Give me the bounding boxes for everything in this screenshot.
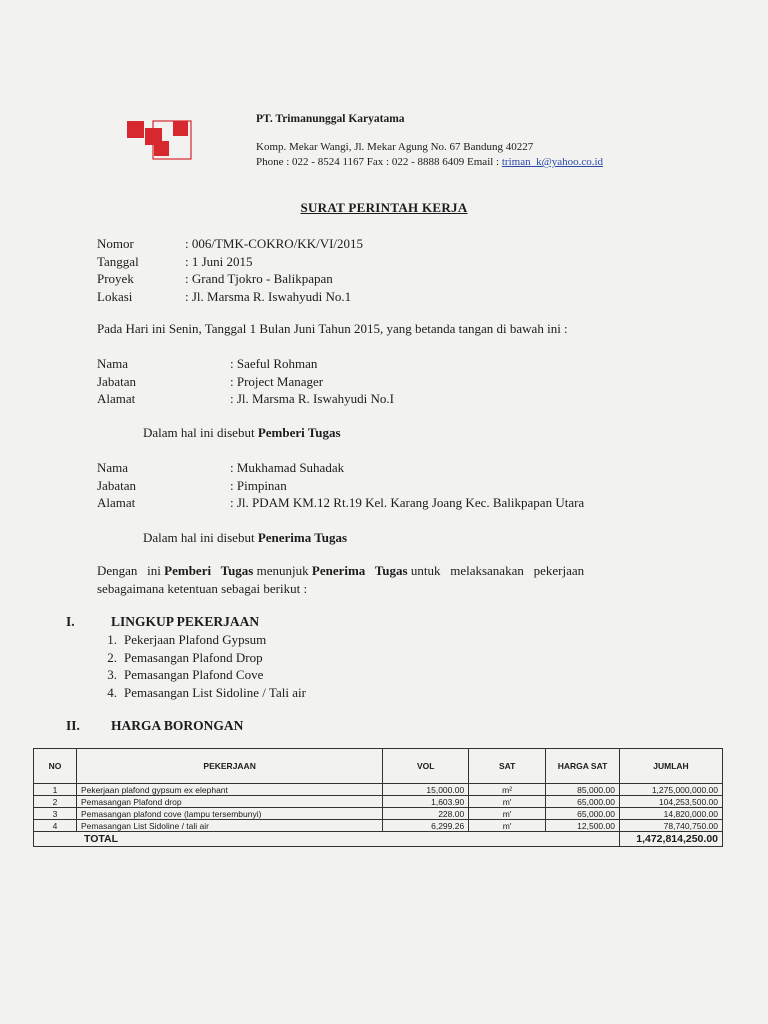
column-header: VOL	[383, 749, 469, 784]
cell-sat: m'	[469, 820, 546, 832]
cell-harga-sat: 85,000.00	[546, 784, 620, 796]
cell-harga-sat: 65,000.00	[546, 808, 620, 820]
assignment-text: untuk melaksanakan pekerjaan	[407, 563, 585, 578]
company-name: PT. Trimanunggal Karyatama	[256, 113, 405, 125]
total-value: 1,472,814,250.00	[619, 832, 722, 847]
company-contact	[256, 155, 603, 170]
cell-jumlah: 1,275,000,000.00	[619, 784, 722, 796]
assignment-bold: Penerima Tugas	[311, 563, 408, 578]
assignment-line1	[97, 562, 697, 580]
assignment-text: menunjuk	[253, 563, 312, 578]
cell-no: 1	[34, 784, 77, 796]
list-item	[97, 631, 306, 649]
cell-harga-sat: 12,500.00	[546, 820, 620, 832]
party1-value: : Project Manager	[230, 373, 324, 389]
company-address-block	[256, 140, 603, 170]
party2-value: : Jl. PDAM KM.12 Rt.19 Kel. Karang Joang Kec. Balikpapan Utara	[230, 495, 585, 510]
cell-harga-sat: 65,000.00	[546, 796, 620, 808]
meta-value: : Jl. Marsma R. Iswahyudi No.1	[185, 288, 352, 304]
party2-row	[97, 494, 697, 512]
section1-title: LINGKUP PEKERJAAN	[111, 614, 260, 629]
scope-list	[97, 631, 306, 701]
cell-vol: 1,603.90	[383, 796, 469, 808]
party1-row	[97, 390, 597, 408]
cell-pekerjaan: Pekerjaan plafond gypsum ex elephant	[76, 784, 382, 796]
party2-row	[97, 477, 697, 495]
email-link[interactable]: triman_k@yahoo.co.id	[501, 156, 604, 168]
party2-caption	[143, 529, 347, 547]
list-item	[97, 666, 306, 684]
party2-row	[97, 459, 697, 477]
cell-sat: m'	[469, 808, 546, 820]
party2-value: : Pimpinan	[230, 477, 287, 493]
party1-value: : Jl. Marsma R. Iswahyudi No.I	[230, 391, 394, 406]
cell-sat: m'	[469, 796, 546, 808]
list-number: 2.	[107, 649, 117, 665]
table-header-row	[34, 749, 723, 784]
party1-value: : Saeful Rohman	[230, 356, 318, 371]
column-header: NO	[34, 749, 77, 784]
cell-vol: 15,000.00	[383, 784, 469, 796]
cell-sat: m²	[469, 784, 546, 796]
caption-text: Dalam hal ini disebut	[143, 530, 258, 545]
company-logo	[127, 113, 193, 163]
cell-no: 3	[34, 808, 77, 820]
party2-value: : Mukhamad Suhadak	[230, 460, 345, 475]
table-row	[34, 808, 723, 820]
meta-value: : Grand Tjokro - Balikpapan	[185, 271, 333, 286]
party1-key: Alamat	[97, 391, 136, 406]
section2-number: II.	[66, 718, 80, 733]
party1-row	[97, 373, 597, 391]
party2-block	[97, 459, 697, 512]
column-header: JUMLAH	[619, 749, 722, 784]
price-table	[33, 748, 723, 847]
section2-title: HARGA BORONGAN	[111, 718, 244, 733]
column-header: HARGA SAT	[546, 749, 620, 784]
list-text: Pemasangan Plafond Cove	[124, 667, 264, 682]
cell-jumlah: 104,253,500.00	[619, 796, 722, 808]
cell-pekerjaan: Pemasangan plafond cove (lampu tersembunyi)	[76, 808, 382, 820]
cell-vol: 228.00	[383, 808, 469, 820]
assignment-line2: sebagaimana ketentuan sebagai berikut :	[97, 581, 308, 596]
section1-number: I.	[66, 614, 75, 629]
cell-no: 4	[34, 820, 77, 832]
caption-role: Penerima Tugas	[257, 530, 348, 545]
contact-text: Phone : 022 - 8524 1167 Fax : 022 - 8888 6409 Email :	[256, 156, 502, 168]
list-item	[97, 649, 306, 667]
cell-pekerjaan: Pemasangan List Sidoline / tali air	[76, 820, 382, 832]
table-row	[34, 796, 723, 808]
list-text: Pemasangan Plafond Drop	[124, 649, 263, 665]
caption-role: Pemberi Tugas	[257, 425, 341, 440]
list-number: 1.	[107, 632, 117, 647]
cell-pekerjaan: Pemasangan Plafond drop	[76, 796, 382, 808]
column-header: PEKERJAAN	[76, 749, 382, 784]
meta-key: Nomor	[97, 236, 134, 251]
assignment-paragraph	[97, 562, 697, 598]
party2-key: Nama	[97, 460, 129, 475]
meta-row	[97, 235, 497, 253]
party1-row	[97, 355, 597, 373]
caption-text: Dalam hal ini disebut	[143, 425, 258, 440]
meta-block	[97, 235, 497, 305]
meta-value: : 006/TMK-COKRO/KK/VI/2015	[185, 236, 364, 251]
party2-key: Alamat	[97, 495, 136, 510]
table-row	[34, 820, 723, 832]
total-row	[34, 832, 723, 847]
list-number: 3.	[107, 667, 117, 682]
cell-no: 2	[34, 796, 77, 808]
cell-jumlah: 14,820,000.00	[619, 808, 722, 820]
list-number: 4.	[107, 684, 117, 700]
list-item	[97, 684, 306, 702]
party1-key: Nama	[97, 356, 129, 371]
meta-key: Tanggal	[97, 253, 139, 269]
company-address: Komp. Mekar Wangi, Jl. Mekar Agung No. 67 Bandung 40227	[256, 141, 534, 153]
list-text: Pemasangan List Sidoline / Tali air	[124, 684, 306, 700]
meta-key: Proyek	[97, 271, 134, 286]
meta-row	[97, 288, 497, 306]
total-label: TOTAL	[34, 832, 620, 847]
party1-block	[97, 355, 597, 408]
party2-key: Jabatan	[97, 477, 136, 493]
table-row	[34, 784, 723, 796]
column-header: SAT	[469, 749, 546, 784]
meta-key: Lokasi	[97, 288, 133, 304]
cell-jumlah: 78,740,750.00	[619, 820, 722, 832]
list-text: Pekerjaan Plafond Gypsum	[124, 632, 267, 647]
party1-caption	[143, 424, 341, 442]
assignment-bold: Pemberi Tugas	[164, 563, 254, 578]
document-title: SURAT PERINTAH KERJA	[300, 200, 468, 215]
meta-row	[97, 270, 497, 288]
cell-vol: 6,299.26	[383, 820, 469, 832]
assignment-text: Dengan ini	[97, 563, 165, 578]
meta-row	[97, 253, 497, 271]
intro-paragraph: Pada Hari ini Senin, Tanggal 1 Bulan Juni Tahun 2015, yang betanda tangan di bawah ini :	[97, 321, 568, 336]
meta-value: : 1 Juni 2015	[185, 253, 253, 269]
party1-key: Jabatan	[97, 373, 136, 389]
